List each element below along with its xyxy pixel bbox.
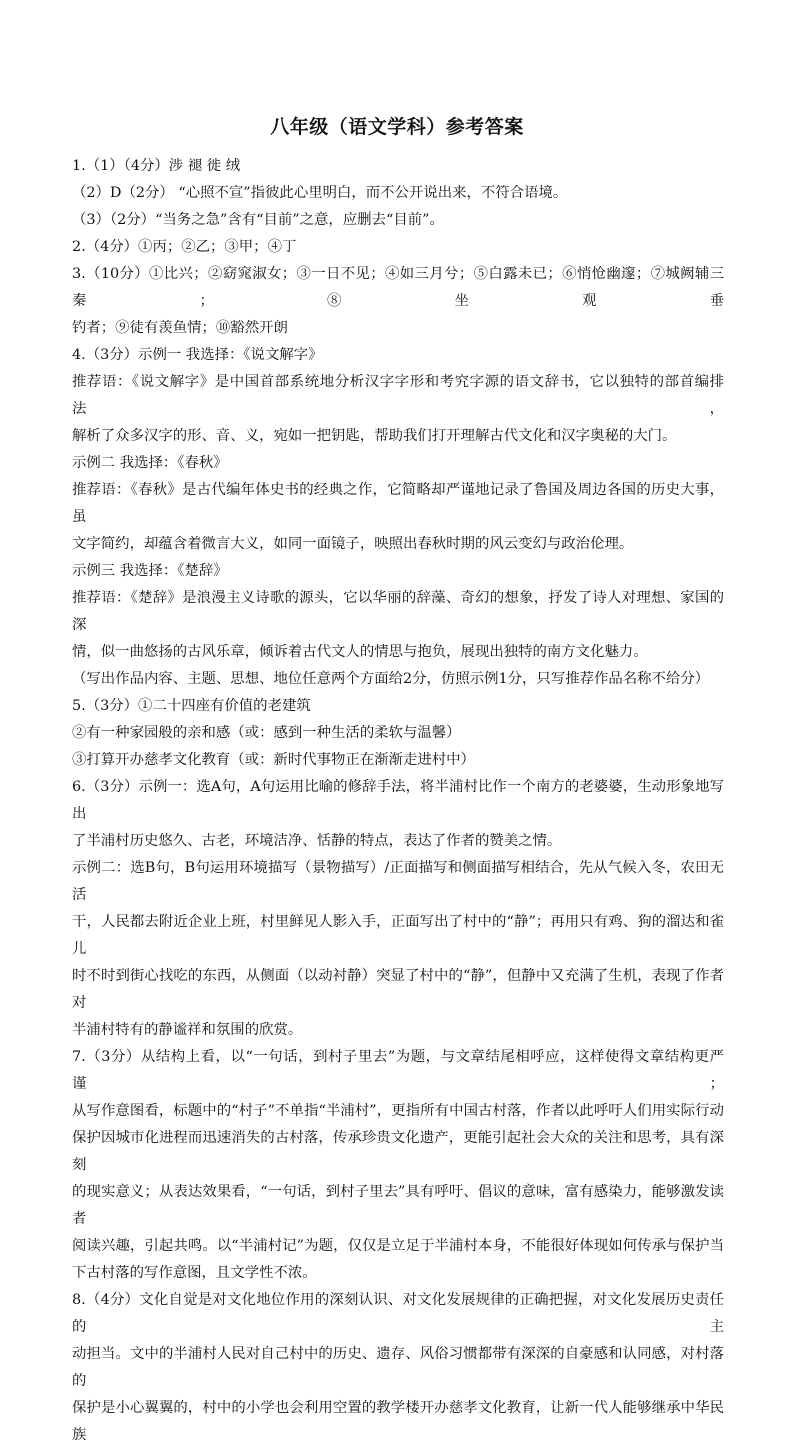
answer-line: 保护是小心翼翼的，村中的小学也会利用空置的教学楼开办慈孝文化教育，让新一代人能够继承中华民族	[72, 1400, 724, 1443]
answer-line: 3.（10分）①比兴；②窈窕淑女；③一日不见；④如三月兮；⑤白露未已；⑥悄怆幽邃；⑦城阙辅三秦；⑧坐观垂	[72, 266, 724, 309]
answer-line: 推荐语：《说文解字》是中国首部系统地分析汉字字形和考究字源的语文辞书，它以独特的部首编排法，	[72, 374, 724, 417]
answer-line: 半浦村特有的静谧祥和氛围的欣赏。	[72, 1022, 303, 1038]
answer-line: 示例三 我选择：《楚辞》	[72, 563, 228, 579]
answer-line: ③打算开办慈孝文化教育（或：新时代事物正在渐渐走进村中）	[72, 752, 475, 768]
answer-line: 钓者；⑨徒有羡鱼情；⑩豁然开朗	[72, 320, 288, 336]
answer-line: 解析了众多汉字的形、音、义，宛如一把钥匙，帮助我们打开理解古代文化和汉字奥秘的大门。	[72, 428, 677, 444]
answer-line: 的现实意义；从表达效果看，“一句话，到村子里去”具有呼吁、倡议的意味，富有感染力，能够激发读者	[72, 1184, 724, 1227]
answer-line: （2）D（2分） “心照不宣”指彼此心里明白，而不公开说出来，不符合语境。	[72, 185, 568, 201]
answer-line: 动担当。文中的半浦村人民对自己村中的历史、遗存、风俗习惯都带有深深的自豪感和认同感，对村落的	[72, 1346, 724, 1389]
answer-content	[72, 153, 724, 1449]
answer-line: 6.（3分）示例一：选A句，A句运用比喻的修辞手法，将半浦村比作一个南方的老婆婆，生动形象地写出	[72, 779, 724, 822]
answer-line: 下古村落的写作意图，且文学性不浓。	[72, 1265, 317, 1281]
answer-line: 推荐语：《春秋》是古代编年体史书的经典之作，它简略却严谨地记录了鲁国及周边各国的历史大事，虽	[72, 482, 724, 525]
answer-line: 从写作意图看，标题中的“村子”不单指“半浦村”，更指所有中国古村落，作者以此呼吁人们用实际行动	[72, 1103, 724, 1119]
answer-line: 示例二 我选择：《春秋》	[72, 455, 228, 471]
page-title: 八年级（语文学科）参考答案	[270, 116, 524, 138]
answer-line: 8.（4分）文化自觉是对文化地位作用的深刻认识、对文化发展规律的正确把握，对文化发展历史责任的主	[72, 1292, 724, 1335]
answer-line: 保护因城市化进程而迅速消失的古村落，传承珍贵文化遗产，更能引起社会大众的关注和思考，具有深刻	[72, 1130, 724, 1173]
answer-line: 2.（4分）①丙；②乙；③甲；④丁	[72, 239, 297, 255]
answer-line: 1.（1）（4分）涉 褪 徙 绒	[72, 158, 241, 174]
answer-line: 了半浦村历史悠久、古老，环境洁净、恬静的特点，表达了作者的赞美之情。	[72, 833, 562, 849]
answer-line: ②有一种家园般的亲和感（或：感到一种生活的柔软与温馨）	[72, 725, 461, 741]
answer-line: （3）（2分）“当务之急”含有“目前”之意，应删去“目前”。	[72, 212, 444, 228]
answer-line: 阅读兴趣，引起共鸣。以“半浦村记”为题，仅仅是立足于半浦村本身，不能很好体现如何传承与保护当	[72, 1238, 724, 1254]
answer-line: （写出作品内容、主题、思想、地位任意两个方面给2分，仿照示例1分，只写推荐作品名称不给分）	[72, 671, 710, 687]
answer-line: 5.（3分）①二十四座有价值的老建筑	[72, 698, 311, 714]
answer-line: 7.（3分）从结构上看，以“一句话，到村子里去”为题，与文章结尾相呼应，这样使得文章结构更严谨；	[72, 1049, 724, 1092]
answer-line: 时不时到街心找吃的东西，从侧面（以动衬静）突显了村中的“静”，但静中又充满了生机，表现了作者对	[72, 968, 724, 1011]
answer-line: 干，人民都去附近企业上班，村里鲜见人影入手，正面写出了村中的“静”；再用只有鸡、狗的溜达和雀儿	[72, 914, 724, 957]
answer-line: 情，似一曲悠扬的古风乐章，倾诉着古代文人的情思与抱负，展现出独特的南方文化魅力。	[72, 644, 648, 660]
answer-line: 示例二：选B句，B句运用环境描写（景物描写）/正面描写和侧面描写相结合，先从气候入冬，农田无活	[72, 860, 724, 903]
answer-line: 文字简约，却蕴含着微言大义，如同一面镜子，映照出春秋时期的风云变幻与政治伦理。	[72, 536, 634, 552]
answer-line: 推荐语：《楚辞》是浪漫主义诗歌的源头，它以华丽的辞藻、奇幻的想象，抒发了诗人对理想、家国的深	[72, 590, 724, 633]
answer-line: 4.（3分）示例一 我选择：《说文解字》	[72, 347, 323, 363]
